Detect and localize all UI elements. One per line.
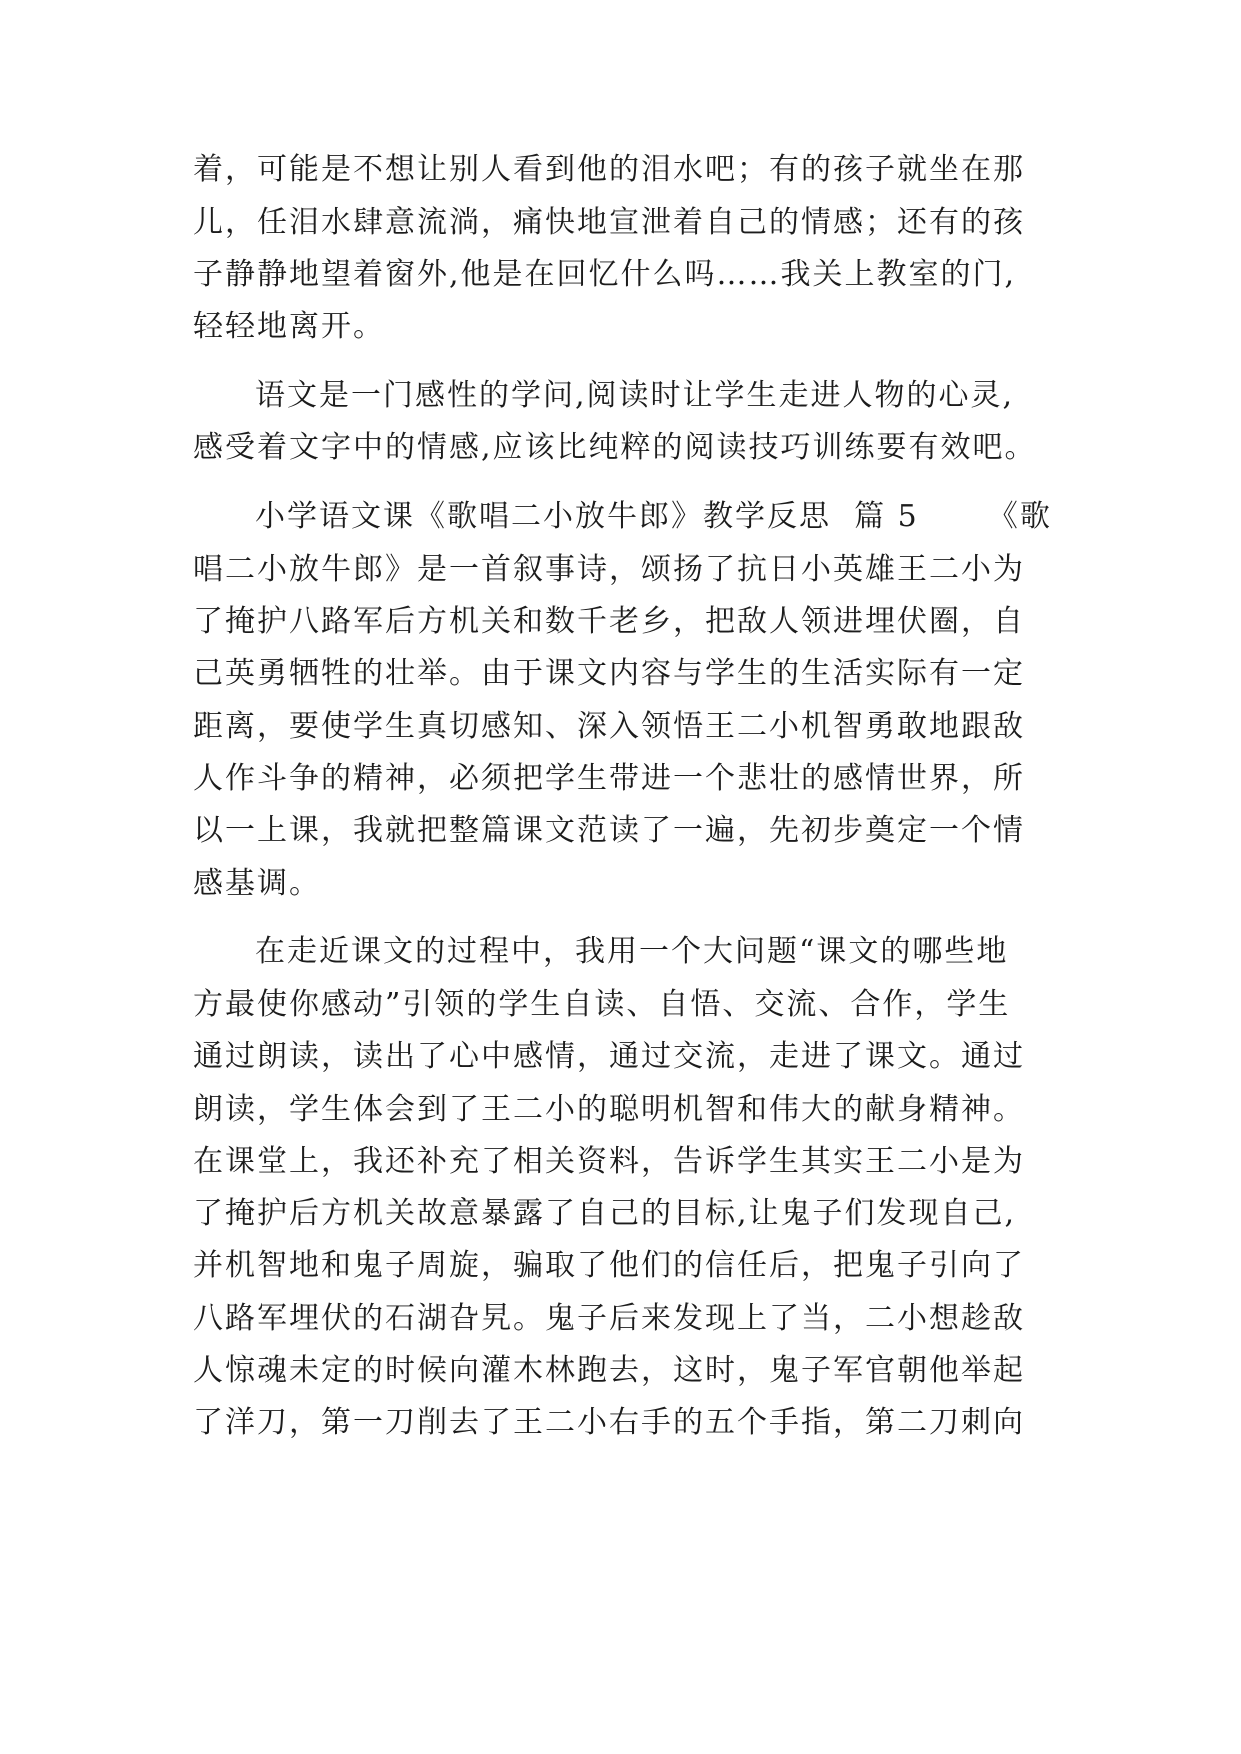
- text-line: 小学语文课《歌唱二小放牛郎》教学反思 篇 5 《歌: [255, 499, 1052, 534]
- text-line: 唱二小放牛郎》是一首叙事诗，颂扬了抗日小英雄王二小为: [193, 552, 1025, 587]
- text-line: 了掩护后方机关故意暴露了自己的目标,让鬼子们发现自己,: [193, 1196, 1017, 1231]
- text-line: 八路军埋伏的石湖旮旯。鬼子后来发现上了当，二小想趁敌: [193, 1301, 1025, 1336]
- text-line: 儿，任泪水肆意流淌，痛快地宣泄着自己的情感；还有的孩: [193, 205, 1025, 240]
- text-line: 并机智地和鬼子周旋，骗取了他们的信任后，把鬼子引向了: [193, 1248, 1025, 1283]
- text-line: 人作斗争的精神，必须把学生带进一个悲壮的感情世界，所: [193, 761, 1025, 796]
- text-line: 通过朗读，读出了心中感情，通过交流，走进了课文。通过: [193, 1039, 1025, 1074]
- text-line: 了洋刀，第一刀削去了王二小右手的五个手指，第二刀刺向: [193, 1405, 1025, 1440]
- text-line: 轻轻地离开。: [193, 309, 385, 344]
- text-line: 语文是一门感性的学问,阅读时让学生走进人物的心灵,: [255, 378, 1015, 413]
- text-line: 在走近课文的过程中，我用一个大问题“课文的哪些地: [255, 934, 1009, 969]
- text-line: 感基调。: [193, 866, 321, 901]
- text-line: 人惊魂未定的时候向灌木林跑去，这时，鬼子军官朝他举起: [193, 1353, 1025, 1388]
- text-line: 距离，要使学生真切感知、深入领悟王二小机智勇敢地跟敌: [193, 709, 1025, 744]
- text-line: 了掩护八路军后方机关和数千老乡，把敌人领进埋伏圈，自: [193, 604, 1025, 639]
- text-line: 子静静地望着窗外,他是在回忆什么吗……我关上教室的门,: [193, 257, 1017, 292]
- text-line: 方最使你感动”引领的学生自读、自悟、交流、合作，学生: [193, 987, 1011, 1022]
- text-line: 己英勇牺牲的壮举。由于课文内容与学生的生活实际有一定: [193, 656, 1025, 691]
- text-line: 以一上课，我就把整篇课文范读了一遍，先初步奠定一个情: [193, 813, 1025, 848]
- text-line: 着，可能是不想让别人看到他的泪水吧；有的孩子就坐在那: [193, 152, 1025, 187]
- text-line: 感受着文字中的情感,应该比纯粹的阅读技巧训练要有效吧。: [193, 430, 1037, 465]
- text-line: 在课堂上，我还补充了相关资料，告诉学生其实王二小是为: [193, 1144, 1025, 1179]
- text-line: 朗读，学生体会到了王二小的聪明机智和伟大的献身精神。: [193, 1092, 1025, 1127]
